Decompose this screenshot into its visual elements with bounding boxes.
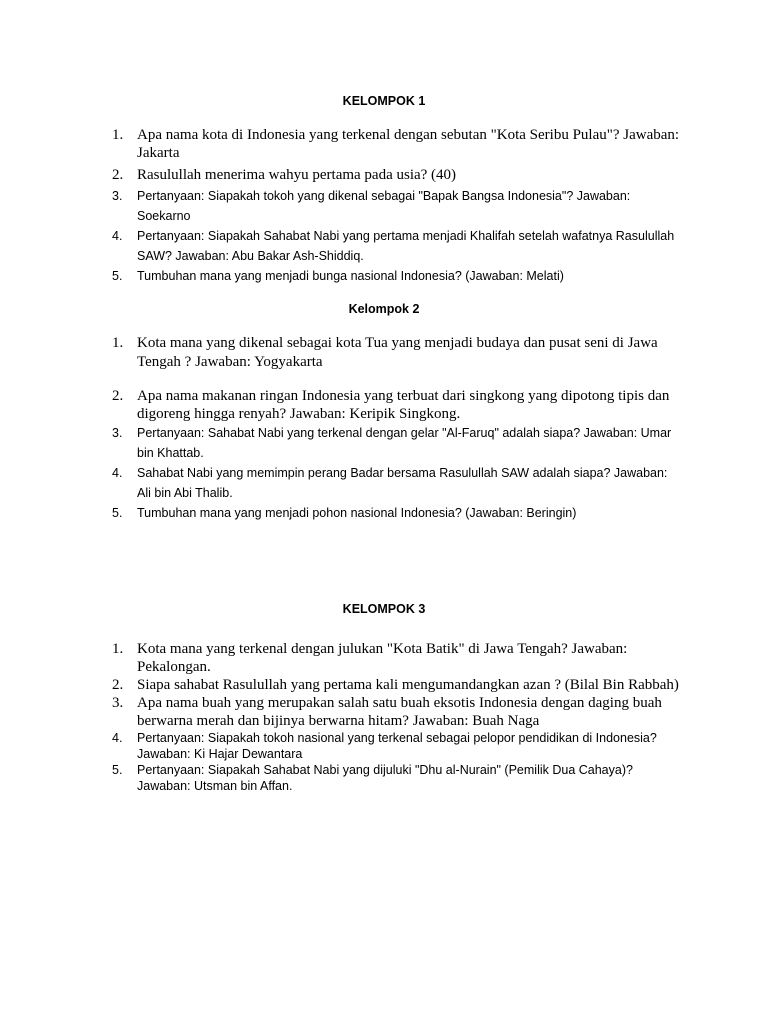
item-number: 4. xyxy=(112,466,123,480)
item-text: Tumbuhan mana yang menjadi bunga nasional Indonesia? (Jawaban: Melati) xyxy=(137,269,564,283)
item-number: 5. xyxy=(112,269,123,283)
list-item xyxy=(0,694,682,730)
item-text: Apa nama buah yang merupakan salah satu buah eksotis Indonesia dengan daging buah berwarna merah dan bijinya berwarna hitam? Jawaban: Buah Naga xyxy=(137,695,662,729)
list-item xyxy=(0,334,682,372)
item-number: 4. xyxy=(112,229,123,243)
item-text: Kota mana yang terkenal dengan julukan "Kota Batik" di Jawa Tengah? Jawaban: Pekalongan. xyxy=(137,641,628,675)
group-3-list xyxy=(0,640,768,794)
list-item xyxy=(0,503,682,523)
list-item xyxy=(0,676,682,694)
item-text: Sahabat Nabi yang memimpin perang Badar bersama Rasulullah SAW adalah siapa? Jawaban: Ali bin Abi Thalib. xyxy=(137,466,668,500)
item-number: 5. xyxy=(112,763,123,777)
item-number: 3. xyxy=(112,189,123,203)
list-item xyxy=(0,640,682,676)
list-item xyxy=(0,266,682,286)
item-number: 1. xyxy=(112,127,124,143)
list-item xyxy=(0,126,682,162)
item-text: Pertanyaan: Siapakah Sahabat Nabi yang pertama menjadi Khalifah setelah wafatnya Rasulullah SAW? Jawaban: Abu Bakar Ash-Shiddiq. xyxy=(137,229,675,263)
group-2-title: Kelompok 2 xyxy=(348,302,420,316)
list-item xyxy=(0,186,682,226)
list-item xyxy=(0,226,682,266)
item-text: Siapa sahabat Rasulullah yang pertama kali mengumandangkan azan ? (Bilal Bin Rabbah) xyxy=(137,677,679,693)
list-item xyxy=(0,463,682,503)
item-text: Apa nama makanan ringan Indonesia yang terbuat dari singkong yang dipotong tipis dan digoreng hingga renyah? Jawaban: Keripik Singkong. xyxy=(137,388,670,422)
item-number: 4. xyxy=(112,731,123,745)
item-number: 3. xyxy=(112,695,124,711)
group-2-list xyxy=(0,334,768,523)
item-text: Pertanyaan: Siapakah tokoh nasional yang terkenal sebagai pelopor pendidikan di Indonesia? Jawaban: Ki Hajar Dewantara xyxy=(137,731,657,761)
item-text: Rasulullah menerima wahyu pertama pada usia? (40) xyxy=(137,167,457,183)
item-number: 3. xyxy=(112,426,123,440)
item-number: 1. xyxy=(112,641,124,657)
item-text: Tumbuhan mana yang menjadi pohon nasional Indonesia? (Jawaban: Beringin) xyxy=(137,506,577,520)
list-item xyxy=(0,730,682,762)
item-number: 2. xyxy=(112,388,124,404)
item-text: Pertanyaan: Sahabat Nabi yang terkenal dengan gelar "Al-Faruq" adalah siapa? Jawaban: Umar bin Khattab. xyxy=(137,426,672,460)
list-item xyxy=(0,387,682,423)
group-1-title: KELOMPOK 1 xyxy=(342,94,426,108)
item-text: Kota mana yang dikenal sebagai kota Tua yang menjadi budaya dan pusat seni di Jawa Tengah ? Jawaban: Yogyakarta xyxy=(137,335,658,370)
item-text: Pertanyaan: Siapakah Sahabat Nabi yang dijuluki "Dhu al-Nurain" (Pemilik Dua Cahaya)? Jawaban: Utsman bin Affan. xyxy=(137,763,633,793)
item-number: 2. xyxy=(112,677,124,693)
item-number: 2. xyxy=(112,167,124,183)
group-3-title: KELOMPOK 3 xyxy=(342,602,426,616)
list-item xyxy=(0,423,682,463)
item-number: 1. xyxy=(112,335,124,351)
list-item xyxy=(0,762,682,794)
item-text: Pertanyaan: Siapakah tokoh yang dikenal sebagai "Bapak Bangsa Indonesia"? Jawaban: Soekarno xyxy=(137,189,631,223)
list-item xyxy=(0,166,682,184)
item-number: 5. xyxy=(112,506,123,520)
group-1-list xyxy=(0,126,768,286)
item-text: Apa nama kota di Indonesia yang terkenal dengan sebutan "Kota Seribu Pulau"? Jawaban: Jakarta xyxy=(137,127,680,161)
